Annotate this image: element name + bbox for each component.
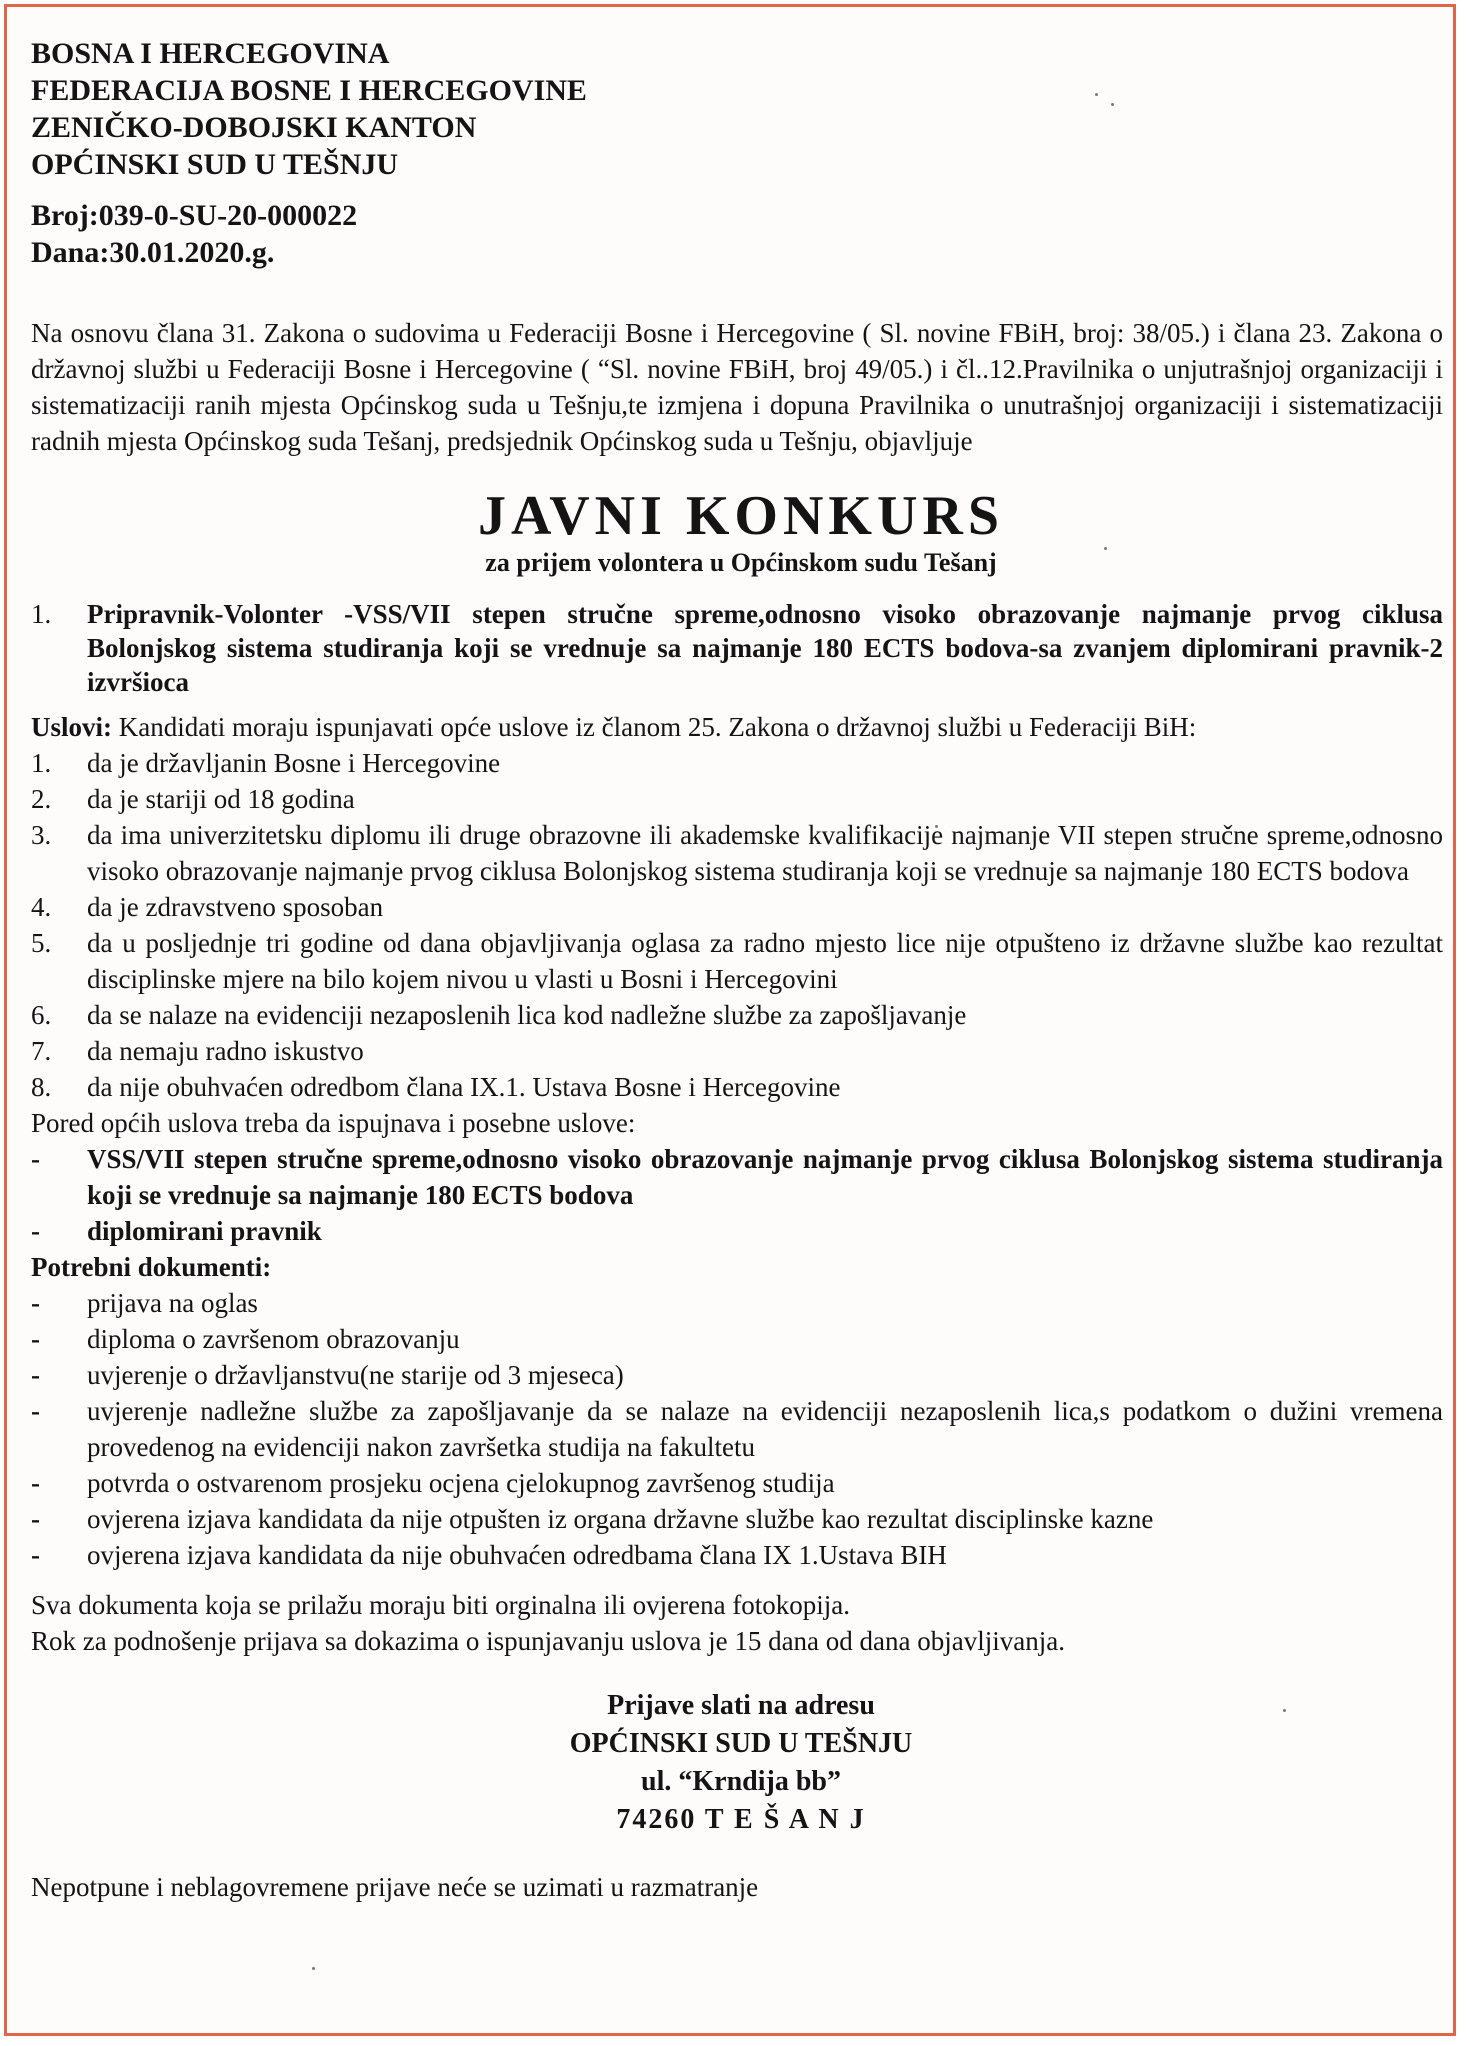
document-date: Dana:30.01.2020.g.	[31, 236, 275, 269]
header-line-federation: FEDERACIJA BOSNE I HERCEGOVINE	[31, 74, 587, 107]
list-item	[31, 1285, 1451, 1321]
list-item-number: 7.	[31, 1036, 52, 1066]
list-item-text: uvjerenje nadležne službe za zapošljavanje da se nalaze na evidenciji nezaposlenih lica,s podatkom o dužini vremena provedenog na evidenciji nakon završetka studija na fakultetu	[87, 1396, 1443, 1462]
list-item-text: da nije obuhvaćen odredbom člana IX.1. Ustava Bosne i Hercegovine	[87, 1072, 841, 1102]
list-item-text: diplomirani pravnik	[87, 1216, 322, 1246]
list-item	[31, 1501, 1451, 1537]
conditions-text: Kandidati moraju ispunjavati opće uslove iz članom 25. Zakona o državnoj službi u Federaciji BiH:	[112, 712, 1197, 742]
list-bullet: -	[31, 1144, 40, 1174]
scan-speck	[312, 1967, 315, 1970]
list-item-number: 6.	[31, 1000, 52, 1030]
list-item	[31, 745, 1451, 781]
document-meta	[31, 197, 1451, 271]
intro-paragraph: Na osnovu člana 31. Zakona o sudovima u Federaciji Bosne i Hercegovine ( Sl. novine FBiH, broj: 38/05.) i člana 23. Zakona o državnoj službi u Federaciji Bosne i Hercegovine ( “Sl. novine FBiH, broj 49/05.) i čl..12.Pravilnika o unjutrašnjoj organizaciji i sistematizaciji ranih mjesta Općinskog suda u Tešnju,te izmjena i dopuna Pravilnika o unutrašnjoj organizaciji i sistematizaciji radnih mjesta Općinskog suda Tešanj, predsjednik Općinskog suda u Tešnju, objavljuje	[31, 318, 1443, 456]
list-item-number: 3.	[31, 820, 52, 850]
list-item-text: ovjerena izjava kandidata da nije obuhvaćen odredbama člana IX 1.Ustava BIH	[87, 1540, 947, 1570]
list-item-number: 1.	[31, 748, 52, 778]
address-street: ul. “Krndija bb”	[641, 1766, 841, 1797]
list-item	[31, 997, 1451, 1033]
list-item	[31, 1357, 1451, 1393]
address-court: OPĆINSKI SUD U TEŠNJU	[569, 1728, 913, 1759]
list-item	[31, 1465, 1451, 1501]
footer-notes	[31, 1587, 1451, 1659]
notice-content	[31, 35, 1451, 1905]
list-item	[31, 1393, 1451, 1465]
note-deadline: Rok za podnošenje prijava sa dokazima o ispunjavanju uslova je 15 dana od dana objavljivanja.	[31, 1626, 1065, 1656]
list-bullet: -	[31, 1324, 40, 1354]
position-text: Pripravnik-Volonter -VSS/VII stepen stručne spreme,odnosno visoko obrazovanje najmanje prvog ciklusa Bolonjskog sistema studiranja koji se vrednuje sa najmanje 180 ECTS bodova-sa zvanjem diplomirani pravnik-2 izvršioca	[87, 599, 1443, 697]
list-item-text: da je državljanin Bosne i Hercegovine	[87, 748, 501, 778]
list-item-text: da nemaju radno iskustvo	[87, 1036, 364, 1066]
list-item-text: VSS/VII stepen stručne spreme,odnosno visoko obrazovanje najmanje prvog ciklusa Bolonjskog sistema studiranja koji se vrednuje sa najmanje 180 ECTS bodova	[87, 1144, 1443, 1210]
list-item	[31, 889, 1451, 925]
list-item	[31, 1321, 1451, 1357]
list-item-text: diploma o završenom obrazovanju	[87, 1324, 460, 1354]
list-item-number: 2.	[31, 784, 52, 814]
reference-number: Broj:039-0-SU-20-000022	[31, 199, 358, 232]
list-item	[31, 925, 1451, 997]
special-conditions-list	[31, 1141, 1451, 1249]
documents-title: Potrebni dokumenti:	[31, 1252, 272, 1282]
list-item	[31, 781, 1451, 817]
header-line-country: BOSNA I HERCEGOVINA	[31, 37, 390, 70]
list-bullet: -	[31, 1360, 40, 1390]
page-title: JAVNI KONKURS	[477, 485, 1005, 547]
list-item-text: ovjerena izjava kandidata da nije otpušten iz organa državne službe kao rezultat disciplinske kazne	[87, 1504, 1154, 1534]
list-item-text: da je stariji od 18 godina	[87, 784, 355, 814]
list-bullet: -	[31, 1468, 40, 1498]
list-item	[31, 1537, 1451, 1573]
address-city: 74260 T E Š A N J	[616, 1804, 866, 1835]
page-subtitle: za prijem volontera u Općinskom sudu Tešanj	[485, 548, 997, 577]
list-item	[31, 1213, 1451, 1249]
list-item	[31, 1069, 1451, 1105]
documents-list	[31, 1285, 1451, 1573]
list-item-number: 5.	[31, 928, 52, 958]
institution-header	[31, 35, 1451, 183]
header-line-canton: ZENIČKO-DOBOJSKI KANTON	[31, 111, 477, 144]
position-item	[31, 597, 1451, 699]
list-bullet: -	[31, 1216, 40, 1246]
document-page	[4, 4, 1456, 2036]
conditions-intro	[31, 709, 1451, 745]
list-bullet: -	[31, 1540, 40, 1570]
closing-note: Nepotpune i neblagovremene prijave neće se uzimati u razmatranje	[31, 1872, 759, 1902]
list-item-text: da je zdravstveno sposoban	[87, 892, 384, 922]
list-item-number: 8.	[31, 1072, 52, 1102]
list-item	[31, 817, 1451, 889]
list-item-text: da u posljednje tri godine od dana objavljivanja oglasa za radno mjesto lice nije otpušteno iz državne službe kao rezultat disciplinske mjere na bilo kojem nivou u vlasti u Bosni i Hercegovini	[87, 928, 1443, 994]
list-item	[31, 1033, 1451, 1069]
list-item-text: da ima univerzitetsku diplomu ili druge obrazovne ili akademske kvalifikacije najmanje VII stepen stručne spreme,odnosno visoko obrazovanje najmanje prvog ciklusa Bolonjskog sistema studiranja koji se vrednuje sa najmanje 180 ECTS bodova	[87, 820, 1443, 886]
mailing-address	[31, 1687, 1451, 1839]
general-conditions-list	[31, 745, 1451, 1105]
conditions-label: Uslovi:	[31, 712, 112, 742]
list-item-text: potvrda o ostvarenom prosjeku ocjena cjelokupnog završenog studija	[87, 1468, 835, 1498]
list-item-number: 4.	[31, 892, 52, 922]
list-item-text: da se nalaze na evidenciji nezaposlenih lica kod nadležne službe za zapošljavanje	[87, 1000, 967, 1030]
list-item-text: uvjerenje o državljanstvu(ne starije od 3 mjeseca)	[87, 1360, 624, 1390]
list-bullet: -	[31, 1288, 40, 1318]
list-bullet: -	[31, 1504, 40, 1534]
header-line-court: OPĆINSKI SUD U TEŠNJU	[31, 148, 399, 181]
list-item-text: prijava na oglas	[87, 1288, 258, 1318]
note-originals: Sva dokumenta koja se prilažu moraju biti orginalna ili ovjerena fotokopija.	[31, 1590, 851, 1620]
address-intro: Prijave slati na adresu	[607, 1690, 875, 1721]
list-bullet: -	[31, 1396, 40, 1426]
position-number: 1.	[31, 599, 52, 629]
list-item	[31, 1141, 1451, 1213]
special-conditions-intro: Pored općih uslova treba da ispujnava i posebne uslove:	[31, 1108, 636, 1138]
